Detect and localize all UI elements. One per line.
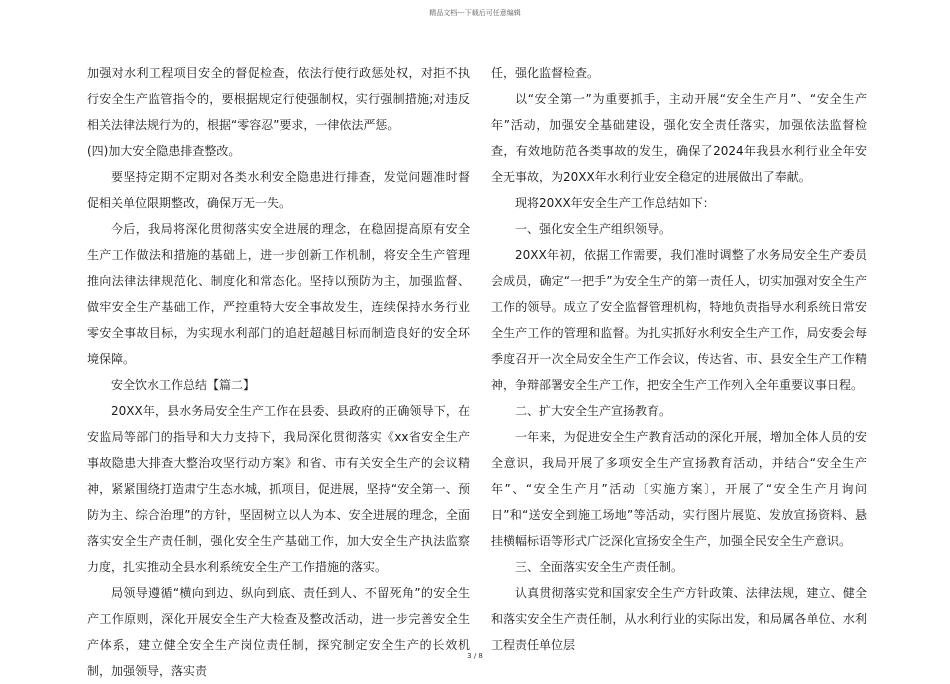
paragraph: 以“安全第一”为重要抓手，主动开展“安全生产月”、“安全生产年”活动，加强安全基础建设，强化安全责任落实，加强依法监督检查，有效地防范各类事故的发生，确保了2024年我县水利行业全年安全无事故，为20XX年水利行业安全稳定的进展做出了奉献。 (491, 92, 867, 184)
left-column (87, 60, 470, 684)
page-number: 3 / 8 (467, 652, 483, 660)
paragraph: 局领导遵循“横向到边、纵向到底、责任到人、不留死角”的安全生产工作原则，深化开展安全生产大检查及整改活动，进一步完善安全生产体系，建立健全安全生产岗位责任制，探究制定安全生产的长效机制，加强领导，落实责 (87, 586, 470, 678)
paragraph: 今后，我局将深化贯彻落实安全进展的理念，在稳固提高原有安全生产工作做法和措施的基础上，进一步创新工作机制，将安全生产管理推向法律法律规范化、制度化和常态化。坚持以预防为主，加强监督、做牢安全生产基础工作，严控重特大安全事故发生，连续保持水务行业零安全事故目标，为实现水利部门的追赶超越目标而制造良好的安全环境保障。 (87, 222, 470, 366)
paragraph: (四)加大安全隐患排查整改。 (87, 144, 241, 158)
paragraph: 一、强化安全生产组织领导。 (515, 222, 672, 236)
paragraph: 安全饮水工作总结【篇二】 (111, 378, 256, 392)
paragraph: 现将20XX年安全生产工作总结如下： (515, 196, 715, 210)
paragraph: 要坚持定期不定期对各类水利安全隐患进行排查，发觉问题准时督促相关单位限期整改，确保万无一失。 (87, 170, 470, 210)
paragraph: 认真贯彻落实党和国家安全生产方针政策、法律法规，建立、健全和落实安全生产责任制，从水利行业的实际出发，和局属各单位、水利工程责任单位层 (491, 586, 867, 652)
paragraph: 20XX年，县水务局安全生产工作在县委、县政府的正确领导下，在安监局等部门的指导和大力支持下，我局深化贯彻落实《xx省安全生产事故隐患大排查大整治攻坚行动方案》和省、市有关安全生产的会议精神，紧紧围绕打造肃宁生态水城，抓项目，促进展，坚持“安全第一、预防为主、综合治理”的方针，坚固树立以人为本、安全进展的理念，全面落实安全生产责任制，强化安全生产基础工作，加大安全生产执法监察力度，扎实推动全县水利系统安全生产工作措施的落实。 (87, 404, 470, 574)
paragraph: 一年来，为促进安全生产教育活动的深化开展，增加全体人员的安全意识，我局开展了多项安全生产宣扬教育活动，并结合“安全生产年”、“安全生产月”活动〔实施方案〕，开展了“安全生产月询问日”和“送安全到施工场地”等活动，实行图片展览、发放宣扬资料、悬挂横幅标语等形式广泛深化宣扬安全生产，加强全民安全生产意识。 (491, 430, 867, 548)
paragraph: 任，强化监督检查。 (491, 66, 600, 80)
right-column (491, 60, 867, 658)
paragraph: 三、全面落实安全生产责任制。 (515, 560, 684, 574)
paragraph: 20XX年初，依据工作需要，我们准时调整了水务局安全生产委员会成员，确定“一把手”为安全生产的第一责任人，切实加强对安全生产工作的领导。成立了安全监督管理机构，特地负责指导水利系统日常安全生产工作的管理和监督。为扎实抓好水利安全生产工作，局安委会每季度召开一次全局安全生产工作会议，传达省、市、县安全生产工作精神，争辩部署安全生产工作，把安全生产工作列入全年重要议事日程。 (491, 248, 867, 392)
paragraph: 二、扩大安全生产宣扬教育。 (515, 404, 672, 418)
paragraph: 加强对水利工程项目安全的督促检查，依法行使行政惩处权，对拒不执行安全生产监管指令的，要根据规定行使强制权，实行强制措施;对违反相关法律法规行为的，根据“零容忍”要求，一律依法严惩。 (87, 66, 470, 132)
page-header: 精品文档---下载后可任意编辑 (429, 9, 521, 17)
